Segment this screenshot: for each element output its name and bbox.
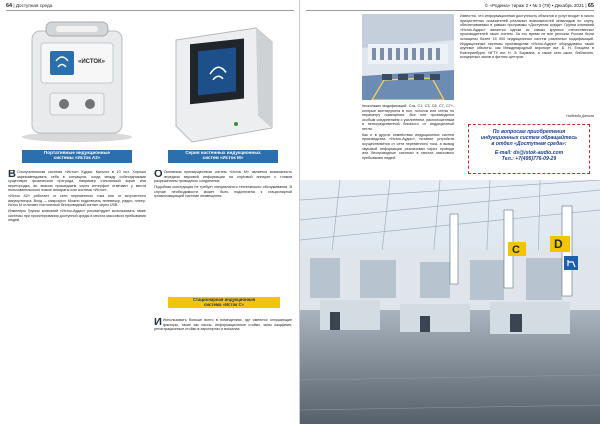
section-name: Доступная среда — [15, 3, 53, 8]
page-number-right: 65 — [587, 3, 594, 9]
left-col2-p2: Подобная конструкция не требует специального технического обслуживания. В случае необходимости может быть подключена к стационарной громкоговорящей системе оповещения. — [154, 184, 292, 199]
right-col2-p1: Известно, что информационная доступность объектов и услуг входит в число приоритетных показателей реальных возможностей инвалидов по слуху, обеспечиваемых в рамках программы «Доступная среда». Группа компаний «Исток-Аудио» является одним из самых крупных отечественных производителей таких систем. За это время не все регионы России были оснащены более 15 000 индукционных систем различных модификаций. Индукционные системы производства «Исток-Аудио» оборудованы такие крупные объекты, как Международный аэропорт им. Б. Н. Ельцина в Екатеринбурге, МГТУ им. Н. Э. Баумана, а также сети школ, библиотек, концертных залов и фитнес-центров. — [460, 14, 594, 60]
contact-line3: в отдел «Доступная среда»: — [491, 141, 567, 147]
left-col1-p2: «Исток А2» работает от сети переменного тока или от встроенного аккумулятора. Вход — микрофон. Можно подключать телевизор, радио, плеер. Исток М отличает постоянный беспроводный сигнал через USB. — [8, 194, 146, 208]
right-page — [300, 0, 600, 424]
header-rule-right — [306, 10, 594, 11]
left-column-2 — [154, 170, 292, 290]
caption-portable-line2: системы «Исток А2» — [53, 155, 101, 161]
subhead-line2: система «Исток С» — [204, 302, 244, 307]
page-number-left: 64 — [6, 3, 13, 9]
portable-system-photo — [8, 13, 146, 145]
author-signature: Надежда Данина — [566, 114, 594, 118]
left-col1-p3: Инженеры Группы компаний «Исток-Аудио» рекомендуют использовать такие системы при проектировании доступной среды в местах массового пребывания людей. — [8, 209, 146, 223]
subhead-stationary — [168, 297, 280, 308]
caption-wall — [168, 150, 278, 163]
left-column-1 — [8, 170, 146, 418]
gate-sign-c: C — [512, 244, 520, 256]
dropcap-v: В — [8, 170, 16, 180]
left-running-header: 64 | Доступная среда — [6, 3, 53, 9]
contact-phone: Тел.: +7(495)776-09-29 — [501, 156, 557, 162]
right-col1-p1: нескольких модификаций: Ста, С1, С3, С5, С7, С7+, которые монтируются в пол, потолок или стены по периметру помещения. Все они производятся особым соединением с усилителем, расположенным в непосредственной близости от индукционной петли. — [362, 104, 454, 131]
gate-sign-d: D — [554, 237, 563, 251]
hall-installation-photo — [362, 14, 454, 100]
contact-email[interactable]: E-mail: ds@istok-audio.com — [494, 150, 564, 156]
device-label: «ИСТОК» — [78, 59, 106, 65]
airport-terminal-photo — [300, 180, 600, 424]
subhead-line1: Стационарная индукционная — [192, 297, 256, 302]
caption-portable-line1: Портативные индукционные — [44, 150, 110, 155]
wall-system-photo — [154, 20, 292, 148]
right-running-header: © «Родина» тираж 2 • № 3 (79) • Декабрь 2021 | 65 — [484, 3, 594, 9]
left-col1-p1: Сполучительная система «Исток» Куджи. Каталог в 10 нот. Хорошо зарекомендовать себя в ситуациях, когда между собеседниками существует физическая преграда, например стеклянный экран или перегородка, во всяком пришедшем через интерфон отвечают у места пользовательского новые аппараты или система «Исток». — [8, 170, 146, 193]
dropcap-o: О — [154, 170, 163, 180]
contact-box — [468, 124, 590, 174]
caption-portable — [22, 150, 132, 163]
caption-wall-line1: Серия настенных индукционных — [185, 150, 261, 155]
left-col2-p3: Использовать больше всего в помещениях, где имеются оглушающие факторы, такие как кассы, информационные стойки, залы ожидания, регистрационные стойки в аэропортах и вокзалах. — [154, 318, 292, 332]
header-rule — [6, 10, 294, 11]
dropcap-i: И — [154, 318, 162, 328]
contact-line1: По вопросам приобретения — [492, 129, 566, 135]
left-col2-p1: Основным преимуществом систем «Исток М» является возможность передачи звуковой информации на слуховой аппарат с тонким разрешением проводного соединения. — [154, 170, 292, 184]
journal-info: © «Родина» тираж 2 • № 3 (79) • Декабрь 2021 — [484, 3, 585, 8]
right-column-2 — [460, 14, 594, 112]
contact-line2: индукционных систем обращайтесь — [480, 135, 578, 141]
caption-wall-line2: систем «Исток М» — [202, 155, 244, 161]
right-col1-p2: Как и в других семействах индукционных систем производства «Исток-Аудио», питание устройств осуществляется от сети переменного тока, а вывод звуковой информации реализован через провода или беспроводные системы в местах массового пребывания людей. — [362, 132, 454, 160]
left-column-2b — [154, 318, 292, 418]
